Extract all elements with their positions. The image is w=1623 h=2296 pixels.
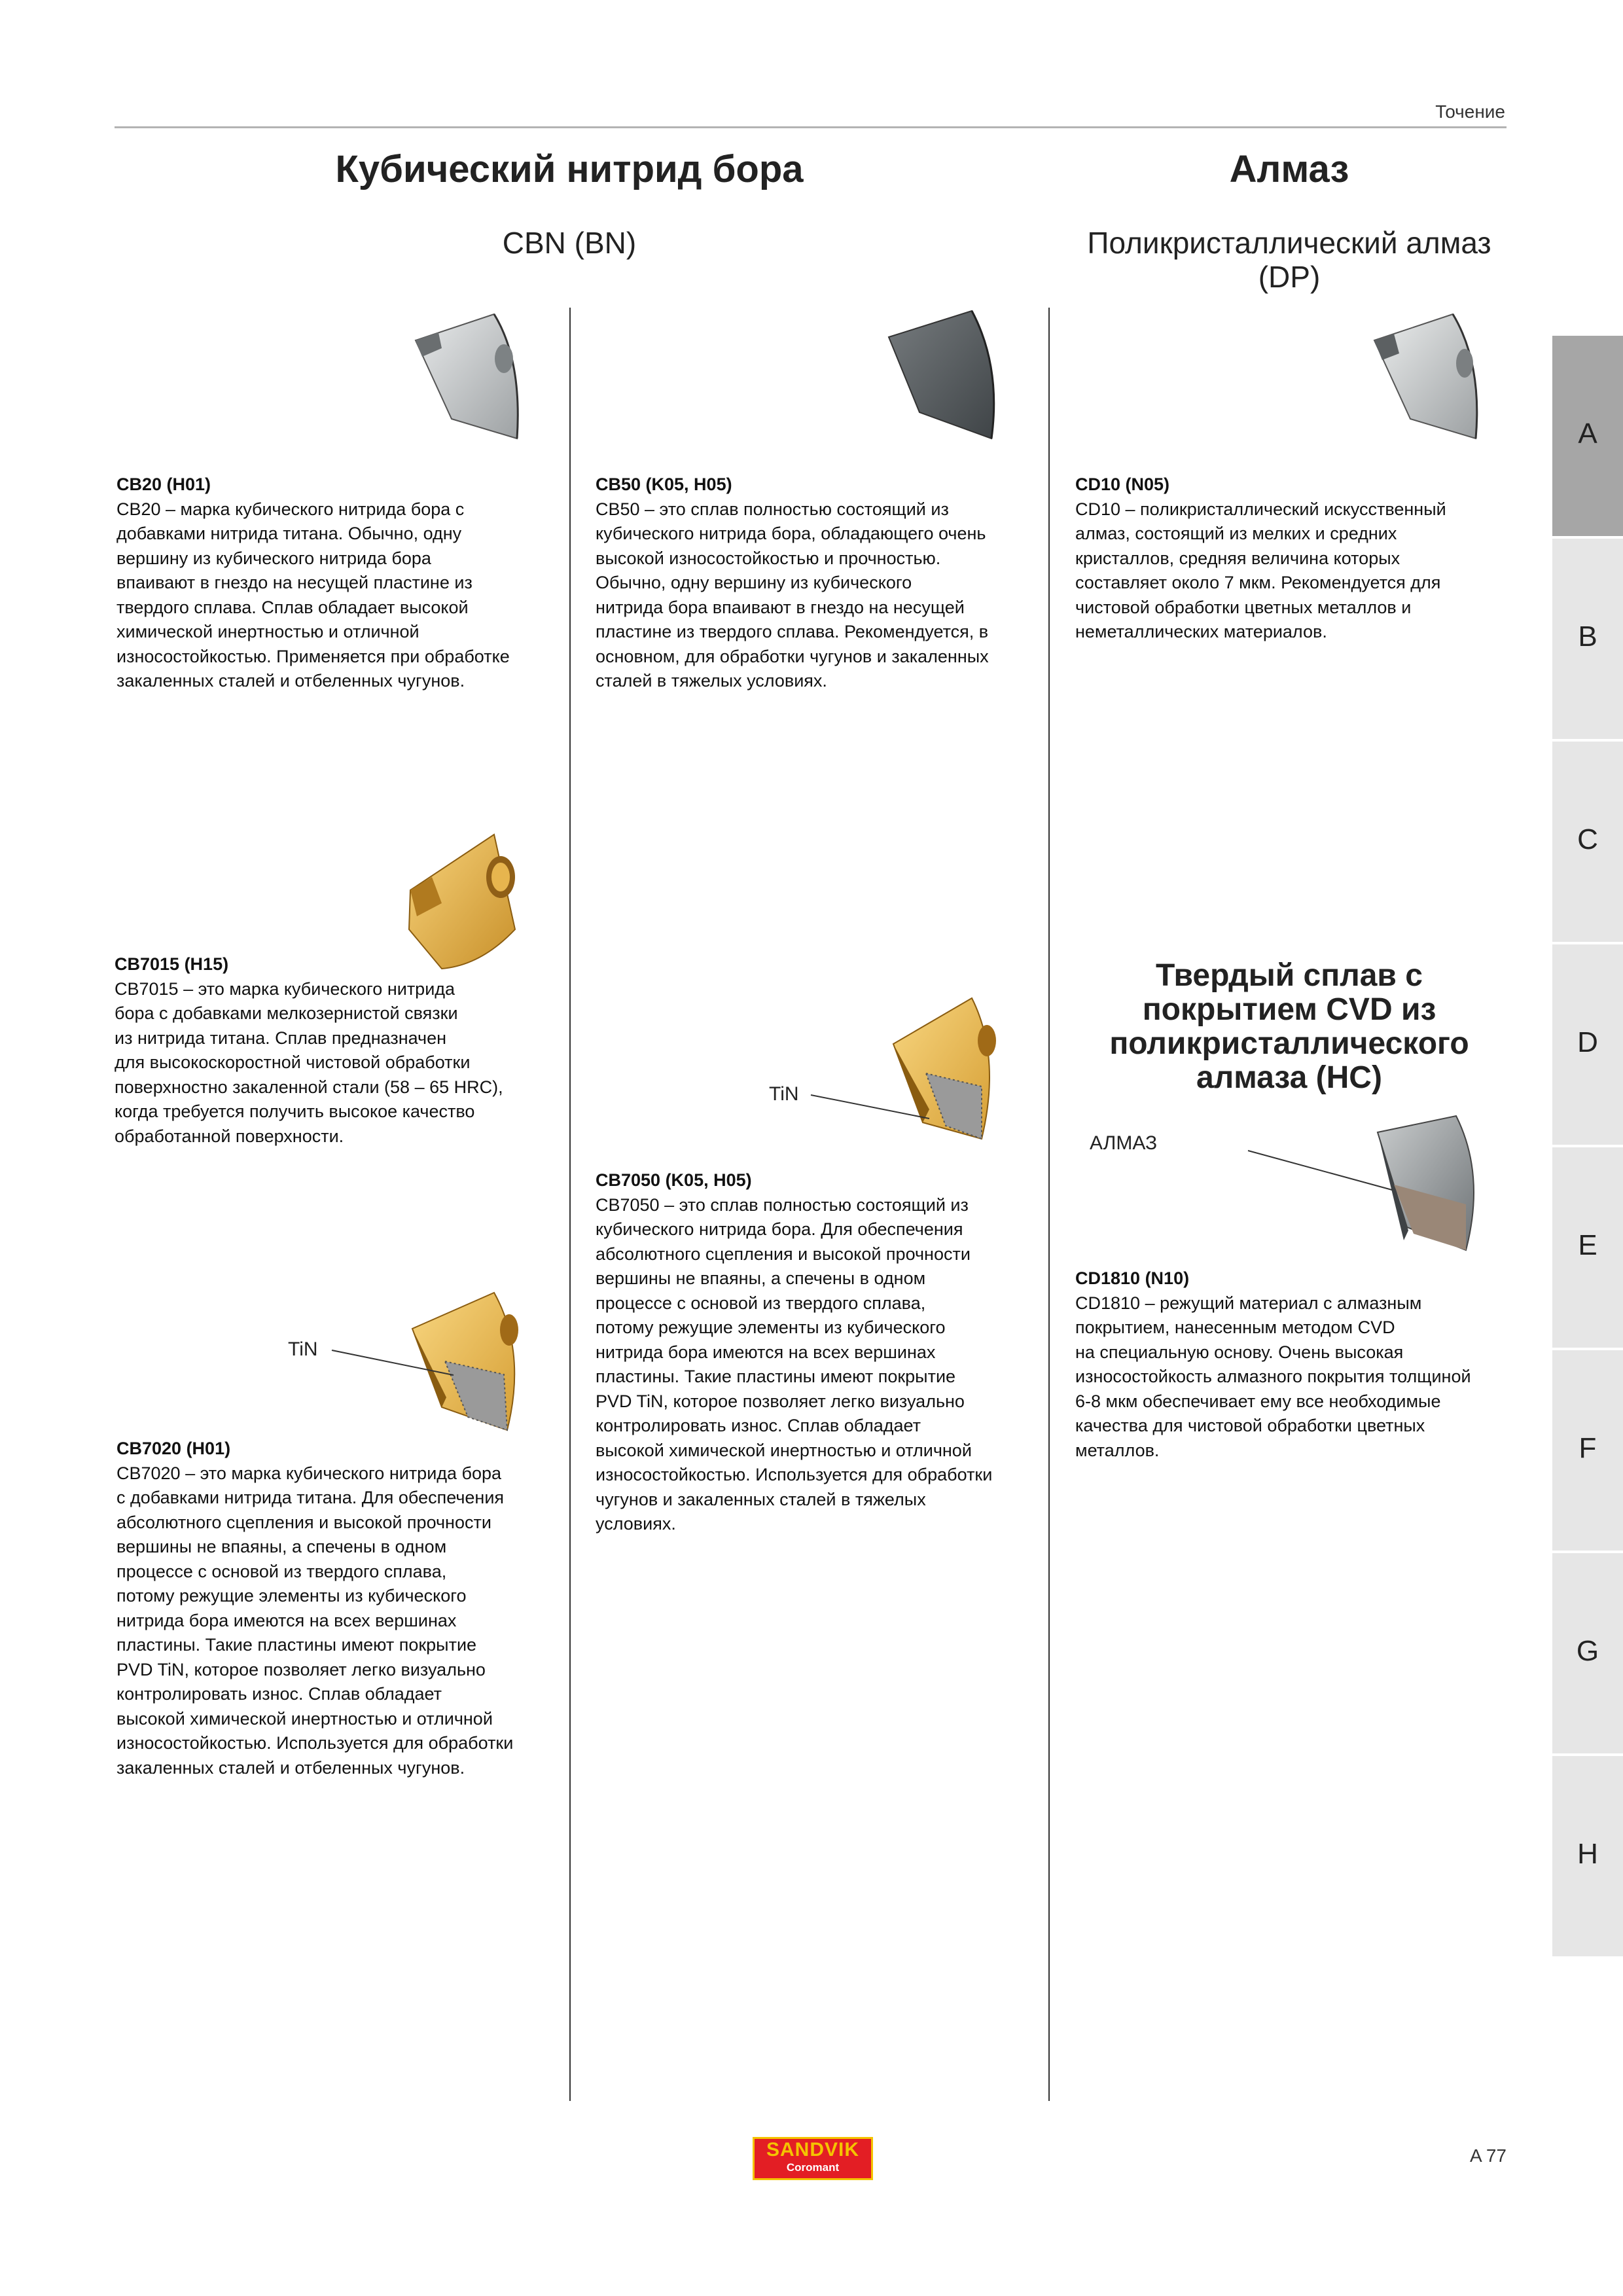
tab-e-label: E	[1578, 1229, 1597, 1261]
grade-title-cb50: CB50 (K05, H05)	[596, 475, 732, 494]
tab-a[interactable]	[1552, 336, 1623, 539]
cbn-title: Кубический нитрид бора	[335, 148, 804, 190]
tin-leader-line-cb7020	[330, 1345, 455, 1378]
cvd-diamond-title: Твердый сплав с покрытием CVD из поликристаллического алмаза (HC)	[1109, 958, 1469, 1095]
tab-e[interactable]	[1552, 1147, 1623, 1350]
tin-leader-line-cb7050	[810, 1090, 931, 1121]
grade-title-cb20: CB20 (H01)	[116, 475, 211, 494]
grade-cb7020	[116, 1437, 562, 1780]
grade-text-cb50: CB50 – это сплав полностью состоящий из кубического нитрида бора, обладающего очень высокой износостойкостью и прочностью. Обычно, одну вершину из кубического нитрида бора впаивают в гнездо на несущей пластине из твердого сплава. Рекомендуется, в основном, для обработки чугунов и закаленных сталей в тяжелых условиях.	[596, 499, 989, 691]
logo-bottom-text: Coromant	[786, 2161, 840, 2174]
tab-b-label: B	[1578, 620, 1597, 653]
grade-text-cb7050: CB7050 – это сплав полностью состоящий из кубического нитрида бора. Для обеспечения абсолютного сцепления и высокой прочности вершины не впаяны, а спечены в одном процессе с основой из твердого сплава, потому режущие элементы из кубического нитрида бора имеются на всех вершинах пластины. Такие пластины имеют покрытие PVD TiN, которое позволяет легко визуально контролировать износ. Сплав обладает высокой химической инертностью и отличной износостойкостью. Используется для обработки чугунов и закаленных сталей в тяжелых условиях.	[596, 1194, 993, 1534]
cbn-subtitle: CBN (BN)	[502, 226, 637, 260]
tab-a-label: A	[1578, 418, 1597, 450]
page-number: A 77	[1469, 2145, 1507, 2166]
grade-title-cd1810: CD1810 (N10)	[1075, 1268, 1190, 1288]
tab-g-label: G	[1576, 1635, 1599, 1667]
section-index-tabs	[1552, 336, 1623, 1959]
grade-text-cb20: CB20 – марка кубического нитрида бора с добавками нитрида титана. Обычно, одну вершину из кубического нитрида бора впаивают в гнездо на несущей пластине из твердого сплава. Сплав обладает высокой химической инертностью и отличной износостойкостью. Применяется при обработке закаленных сталей и отбеленных чугунов.	[116, 499, 510, 691]
tin-label-cb7020: TiN	[288, 1338, 318, 1360]
grade-text-cd10: CD10 – поликристаллический искусственный алмаз, состоящий из мелких и средних кристаллов, средняя величина которых составляет около 7 мкм. Рекомендуется для чистовой обработки цветных металлов и неметаллических материалов.	[1075, 499, 1446, 641]
cb50-insert-image	[883, 308, 998, 442]
grade-cb50	[596, 473, 1041, 694]
tab-d[interactable]	[1552, 944, 1623, 1147]
header-rule	[115, 126, 1507, 128]
sandvik-coromant-logo	[753, 2137, 873, 2180]
grade-text-cb7015: CB7015 – это марка кубического нитрида бора с добавками мелкозернистой связки из нитрида титана. Сплав предназначен для высокоскоростной чистовой обработки поверхностно закаленной стали (58 – 65 HRC), когда требуется получить высокое качество обработанной поверхности.	[115, 978, 503, 1146]
grade-text-cd1810: CD1810 – режущий материал с алмазным покрытием, нанесенным методом CVD на специальную основу. Очень высокая износостойкость алмазного покрытия толщиной 6-8 мкм обеспечивает ему все необходимые качества для чистовой обработки цветных металлов.	[1075, 1293, 1471, 1460]
tab-d-label: D	[1577, 1026, 1598, 1058]
tab-g[interactable]	[1552, 1553, 1623, 1756]
grade-cb20	[116, 473, 562, 694]
tab-c-label: C	[1577, 823, 1598, 855]
pcd-subtitle: Поликристаллический алмаз (DP)	[1087, 226, 1491, 294]
tab-h-label: H	[1577, 1838, 1598, 1870]
section-label: Точение	[1435, 101, 1505, 122]
diamond-leader-line	[1247, 1147, 1394, 1193]
grade-cd1810	[1075, 1266, 1520, 1463]
tab-f[interactable]	[1552, 1350, 1623, 1553]
grade-cd10	[1075, 473, 1520, 645]
tab-b[interactable]	[1552, 539, 1623, 742]
cb7015-insert-image	[402, 831, 520, 972]
grade-cb7015	[115, 952, 560, 1149]
tin-label-cb7050: TiN	[769, 1083, 799, 1105]
logo-top-text: SANDVIK	[766, 2139, 859, 2161]
diamond-label: АЛМАЗ	[1090, 1132, 1158, 1154]
grade-title-cd10: CD10 (N05)	[1075, 475, 1170, 494]
tab-f-label: F	[1578, 1432, 1597, 1464]
column-divider-2	[1048, 308, 1050, 2101]
tab-c[interactable]	[1552, 742, 1623, 944]
grade-title-cb7015: CB7015 (H15)	[115, 954, 229, 974]
grade-text-cb7020: CB7020 – это марка кубического нитрида бора с добавками нитрида титана. Для обеспечения абсолютного сцепления и высокой прочности вершины не впаяны, а спечены в одном процессе с основой из твердого сплава, потому режущие элементы из кубического нитрида бора имеются на всех вершинах пластины. Такие пластины имеют покрытие PVD TiN, которое позволяет легко визуально контролировать износ. Сплав обладает высокой химической инертностью и отличной износостойкостью. Используется для обработки закаленных сталей и отбеленных чугунов.	[116, 1463, 514, 1778]
column-divider-1	[569, 308, 571, 2101]
tab-h[interactable]	[1552, 1756, 1623, 1959]
grade-title-cb7020: CB7020 (H01)	[116, 1439, 231, 1458]
cd10-insert-image	[1368, 308, 1482, 442]
grade-title-cb7050: CB7050 (K05, H05)	[596, 1170, 752, 1190]
diamond-title: Алмаз	[1229, 148, 1349, 190]
cb20-insert-image	[406, 308, 524, 442]
grade-cb7050	[596, 1168, 1041, 1537]
